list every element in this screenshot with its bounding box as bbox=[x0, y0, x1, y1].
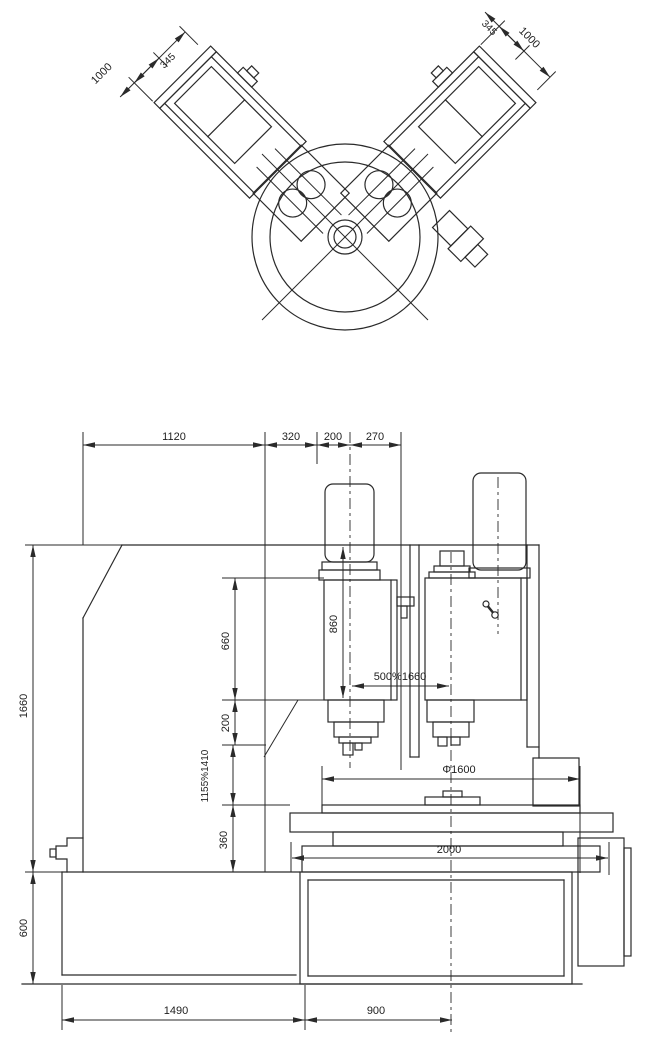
dim-200-top: 200 bbox=[323, 431, 343, 443]
dim-600: 600 bbox=[18, 918, 30, 938]
dim-right-arm-1000: 1000 bbox=[516, 24, 543, 51]
right-ram-cylinder bbox=[315, 6, 561, 252]
right-panel bbox=[578, 838, 624, 966]
extension-lines bbox=[25, 432, 609, 1030]
dim-phi-1600: Φ1600 bbox=[442, 764, 476, 776]
dim-left-arm-345: 345 bbox=[158, 51, 179, 72]
dim-left-arm-1000: 1000 bbox=[88, 60, 115, 87]
right-head-box bbox=[425, 578, 527, 700]
dim-360: 360 bbox=[218, 830, 230, 850]
left-motor bbox=[325, 484, 374, 562]
base-pit bbox=[300, 872, 572, 984]
table-slab bbox=[290, 813, 613, 832]
side-bracket bbox=[430, 208, 494, 272]
dim-1120: 1120 bbox=[162, 431, 186, 443]
rotary-table bbox=[252, 144, 438, 330]
right-motor bbox=[473, 473, 526, 570]
dim-500-1660: 500%1660 bbox=[373, 671, 427, 683]
dim-1660: 1660 bbox=[18, 693, 30, 719]
dimensions bbox=[18, 431, 608, 1020]
right-column-frame bbox=[410, 545, 579, 806]
column-foot bbox=[533, 758, 579, 806]
dim-900: 900 bbox=[366, 1005, 386, 1017]
tool-bit bbox=[343, 743, 353, 755]
left-ram-cylinder bbox=[114, 10, 371, 267]
dim-right-arm-345: 345 bbox=[478, 18, 499, 39]
dim-2000: 2000 bbox=[436, 844, 462, 856]
right-spindle-head bbox=[425, 473, 530, 746]
dim-320: 320 bbox=[281, 431, 301, 443]
dim-1155-1410: 1155%1410 bbox=[200, 749, 211, 803]
front-view bbox=[18, 431, 631, 1032]
side-lug bbox=[397, 597, 414, 606]
centerlines bbox=[350, 432, 498, 1032]
dim-270: 270 bbox=[365, 431, 385, 443]
dim-660: 660 bbox=[220, 631, 232, 651]
dim-1490: 1490 bbox=[163, 1005, 189, 1017]
dim-200-mid: 200 bbox=[220, 713, 232, 733]
top-view bbox=[89, 6, 561, 330]
clamp-detail bbox=[56, 838, 83, 872]
dim-860: 860 bbox=[328, 614, 340, 634]
